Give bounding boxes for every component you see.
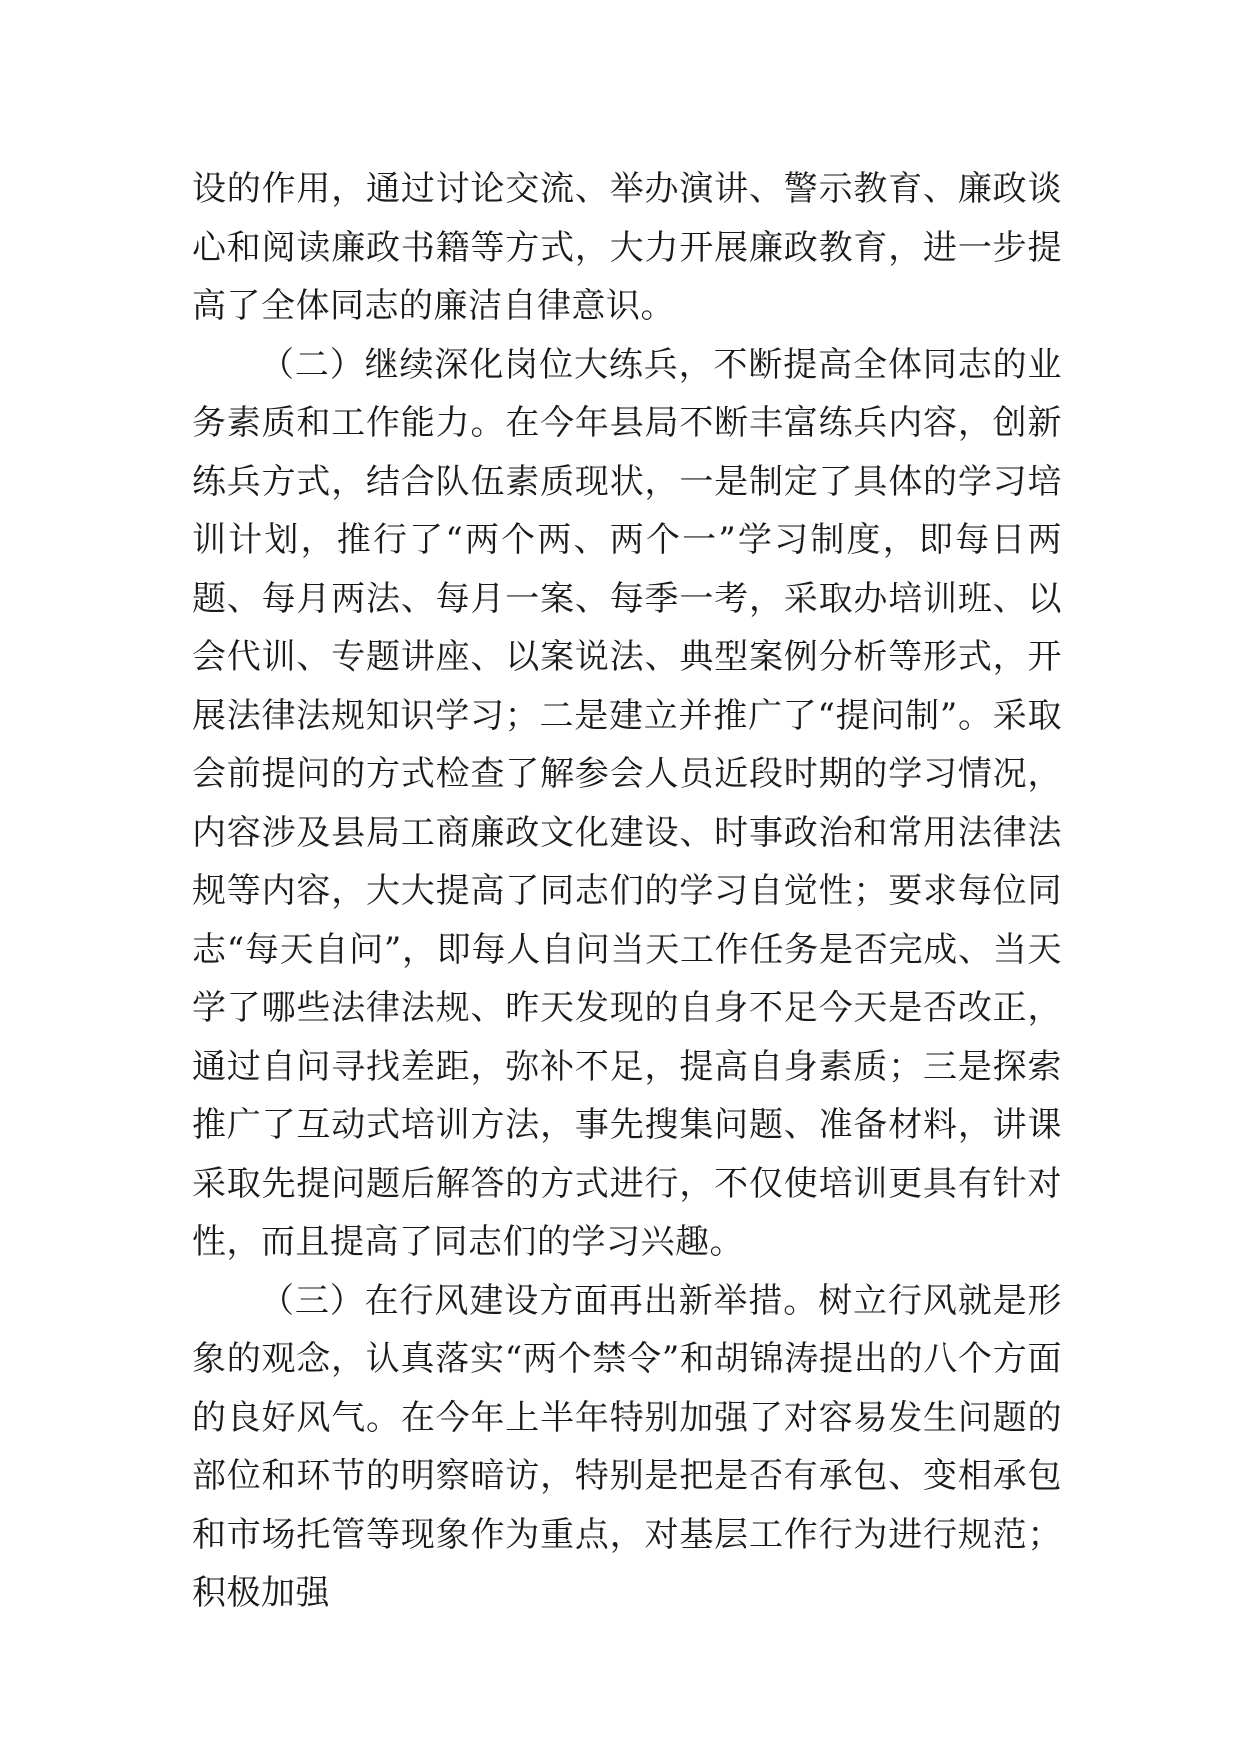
document-body xyxy=(192,160,1062,1623)
paragraph-section-3: （三）在行风建设方面再出新举措。树立行风就是形象的观念，认真落实“两个禁令”和胡锦涛提出的八个方面的良好风气。在今年上半年特别加强了对容易发生问题的部位和环节的明察暗访，特别是把是否有承包、变相承包和市场托管等现象作为重点，对基层工作行为进行规范；积极加强 xyxy=(192,1280,1062,1613)
paragraph-continuation: 设的作用，通过讨论交流、举办演讲、警示教育、廉政谈心和阅读廉政书籍等方式，大力开展廉政教育，进一步提高了全体同志的廉洁自律意识。 xyxy=(192,169,1062,326)
paragraph-section-2: （二）继续深化岗位大练兵，不断提高全体同志的业务素质和工作能力。在今年县局不断丰富练兵内容，创新练兵方式，结合队伍素质现状，一是制定了具体的学习培训计划，推行了“两个两、两个一”学习制度，即每日两题、每月两法、每月一案、每季一考，采取办培训班、以会代训、专题讲座、以案说法、典型案例分析等形式，开展法律法规知识学习；二是建立并推广了“提问制”。采取会前提问的方式检查了解参会人员近段时期的学习情况，内容涉及县局工商廉政文化建设、时事政治和常用法律法规等内容，大大提高了同志们的学习自觉性；要求每位同志“每天自问”，即每人自问当天工作任务是否完成、当天学了哪些法律法规、昨天发现的自身不足今天是否改正，通过自问寻找差距，弥补不足，提高自身素质；三是探索推广了互动式培训方法，事先搜集问题、准备材料，讲课采取先提问题后解答的方式进行，不仅使培训更具有针对性，而且提高了同志们的学习兴趣。 xyxy=(192,344,1062,1262)
